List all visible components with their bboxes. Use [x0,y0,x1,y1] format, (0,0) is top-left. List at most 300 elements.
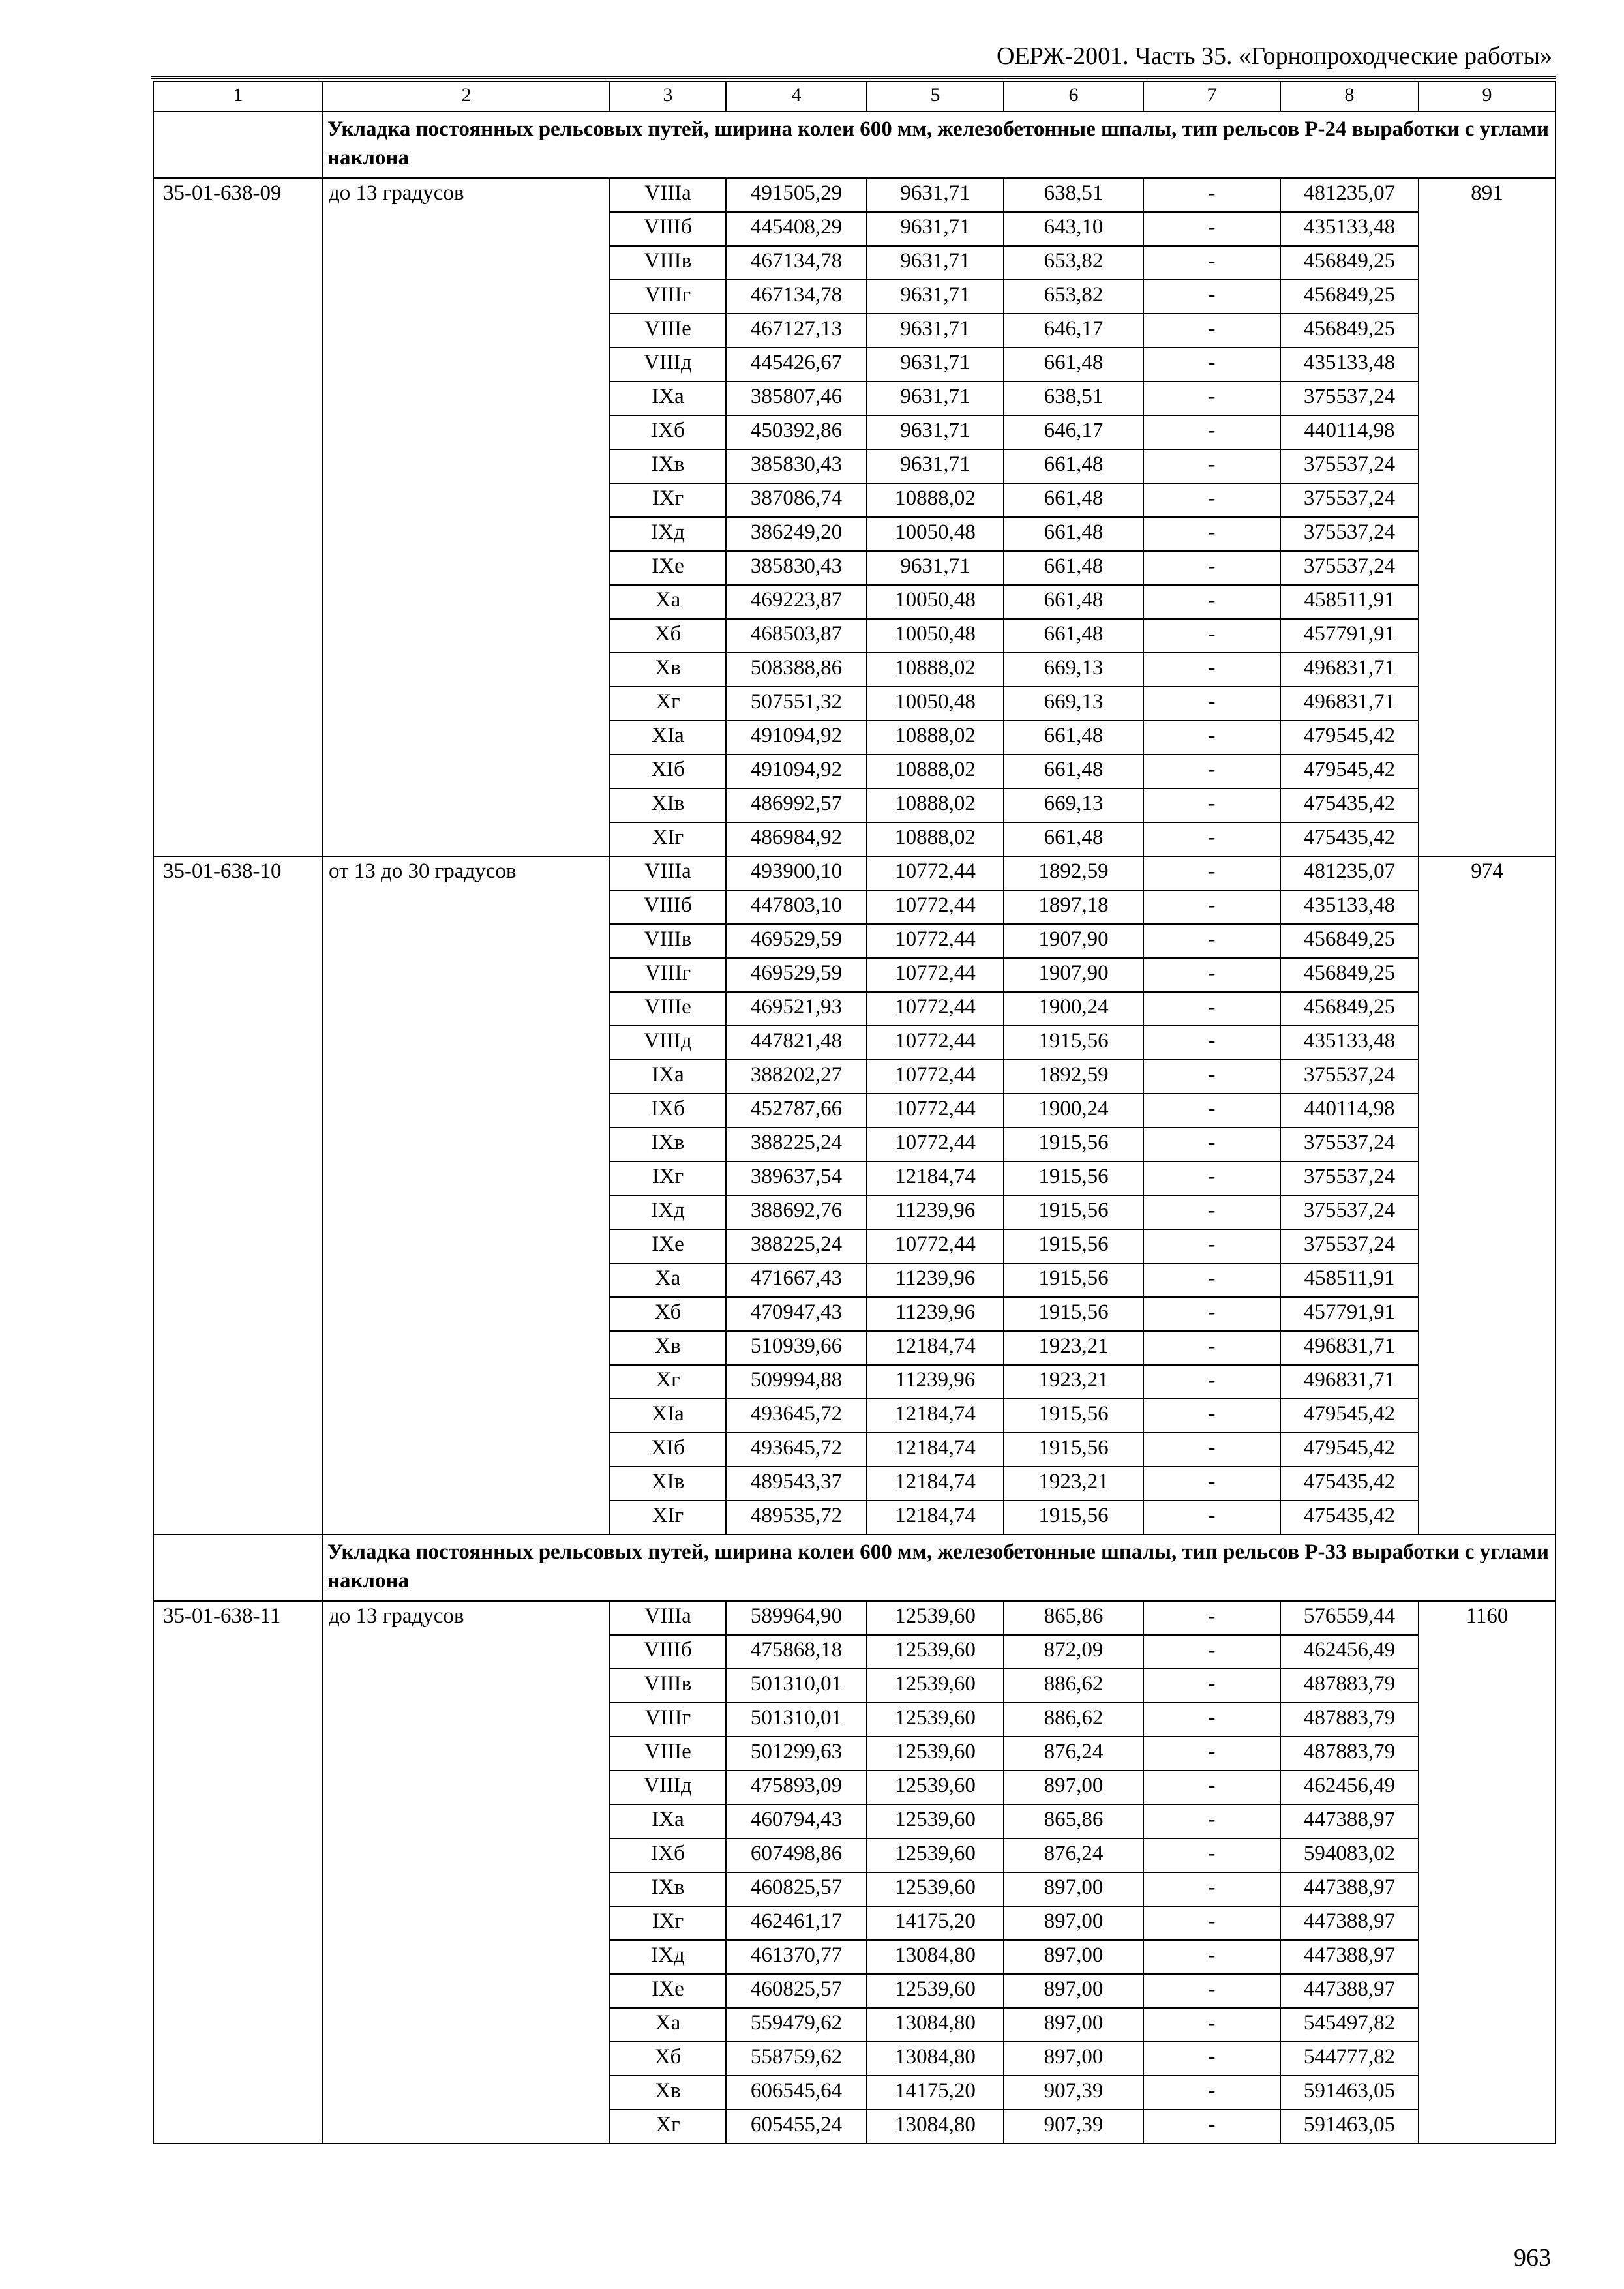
table-cell: 9631,71 [867,348,1004,382]
table-cell: - [1143,1433,1280,1467]
table-cell: 375537,24 [1280,1060,1419,1094]
table-cell: 387086,74 [726,483,867,517]
table-cell: - [1143,1094,1280,1128]
table-cell: 458511,91 [1280,1263,1419,1297]
table-cell: 12184,74 [867,1467,1004,1501]
table-cell: VIIIб [610,212,726,246]
table-cell: 12184,74 [867,1501,1004,1534]
table-cell: 435133,48 [1280,348,1419,382]
table-cell: VIIIг [610,1703,726,1737]
table-cell: 10772,44 [867,1026,1004,1060]
table-cell: - [1143,1263,1280,1297]
table-cell: 9631,71 [867,280,1004,314]
table-cell: 450392,86 [726,415,867,449]
table-cell: 11239,96 [867,1297,1004,1331]
table-cell: Xв [610,1331,726,1365]
table-cell: - [1143,1060,1280,1094]
table-cell: - [1143,1195,1280,1229]
table-cell: 865,86 [1004,1601,1143,1635]
table-cell: 669,13 [1004,687,1143,721]
table-cell: 9631,71 [867,551,1004,585]
rate-description: до 13 градусов [323,1601,610,2144]
table-cell: 10888,02 [867,721,1004,755]
table-cell: 607498,86 [726,1838,867,1872]
table-cell: 510939,66 [726,1331,867,1365]
table-cell: 9631,71 [867,212,1004,246]
table-cell: - [1143,2076,1280,2110]
table-cell: - [1143,924,1280,958]
table-cell: 375537,24 [1280,551,1419,585]
table-cell: VIIIа [610,856,726,890]
table-cell: 1915,56 [1004,1161,1143,1195]
table-cell: XIв [610,1467,726,1501]
table-cell: 462456,49 [1280,1771,1419,1804]
table-cell: - [1143,1838,1280,1872]
table-cell: 1907,90 [1004,924,1143,958]
table-cell: IXг [610,1906,726,1940]
table-cell: 10772,44 [867,1229,1004,1263]
table-row [153,856,1556,890]
table-cell: Xв [610,653,726,687]
rate-code: 35-01-638-09 [153,178,323,856]
table-cell: 1915,56 [1004,1128,1143,1161]
table-cell: 643,10 [1004,212,1143,246]
table-cell: 12539,60 [867,1771,1004,1804]
table-cell: 11239,96 [867,1365,1004,1399]
table-cell: IXг [610,483,726,517]
table-cell: - [1143,755,1280,788]
table-cell: 456849,25 [1280,246,1419,280]
column-9-value: 891 [1419,178,1556,856]
table-cell: 886,62 [1004,1669,1143,1703]
table-cell: - [1143,822,1280,856]
table-cell: 462461,17 [726,1906,867,1940]
table-cell: 447388,97 [1280,1906,1419,1940]
table-cell: 591463,05 [1280,2110,1419,2144]
column-number: 2 [323,82,610,112]
table-cell: 457791,91 [1280,1297,1419,1331]
table-cell: 653,82 [1004,280,1143,314]
table-cell: 460825,57 [726,1974,867,2008]
table-cell: 467134,78 [726,246,867,280]
table-cell: - [1143,280,1280,314]
table-cell: 876,24 [1004,1737,1143,1771]
table-cell: XIб [610,1433,726,1467]
table-cell: 897,00 [1004,2042,1143,2076]
table-cell: 456849,25 [1280,924,1419,958]
table-cell: VIIIб [610,890,726,924]
table-cell: 496831,71 [1280,687,1419,721]
table-cell: 12184,74 [867,1433,1004,1467]
table-cell: 11239,96 [867,1263,1004,1297]
table-cell: IXе [610,551,726,585]
table-cell: 669,13 [1004,653,1143,687]
table-cell: 1900,24 [1004,1094,1143,1128]
table-cell: 447388,97 [1280,1804,1419,1838]
section-spacer [153,112,323,178]
table-cell: 1897,18 [1004,890,1143,924]
table-cell: VIIIв [610,1669,726,1703]
running-header [151,39,1556,79]
table-cell: 375537,24 [1280,1161,1419,1195]
table-cell: - [1143,348,1280,382]
table-cell: Xв [610,2076,726,2110]
table-cell: VIIIг [610,280,726,314]
table-cell: 475893,09 [726,1771,867,1804]
table-cell: 865,86 [1004,1804,1143,1838]
table-cell: 468503,87 [726,619,867,653]
table-cell: - [1143,788,1280,822]
table-cell: 12539,60 [867,1872,1004,1906]
table-cell: 487883,79 [1280,1737,1419,1771]
table-cell: 12539,60 [867,1601,1004,1635]
table-cell: VIIIб [610,1635,726,1669]
table-cell: - [1143,382,1280,415]
table-cell: 876,24 [1004,1838,1143,1872]
table-cell: IXд [610,517,726,551]
table-cell: Xа [610,1263,726,1297]
table-cell: 1915,56 [1004,1297,1143,1331]
table-cell: VIIIа [610,1601,726,1635]
table-cell: IXв [610,449,726,483]
table-cell: - [1143,551,1280,585]
table-cell: 591463,05 [1280,2076,1419,2110]
table-cell: 440114,98 [1280,415,1419,449]
table-cell: 661,48 [1004,585,1143,619]
table-cell: Xг [610,2110,726,2144]
table-cell: - [1143,856,1280,890]
table-cell: 469223,87 [726,585,867,619]
table-cell: 491094,92 [726,721,867,755]
table-cell: 469529,59 [726,958,867,992]
table-cell: 558759,62 [726,2042,867,2076]
table-cell: - [1143,958,1280,992]
table-cell: - [1143,890,1280,924]
table-cell: XIа [610,1399,726,1433]
table-cell: 388202,27 [726,1060,867,1094]
column-number: 8 [1280,82,1419,112]
table-cell: Xг [610,687,726,721]
table-cell: 10772,44 [867,856,1004,890]
table-cell: - [1143,1128,1280,1161]
table-cell: IXб [610,1094,726,1128]
table-cell: 1892,59 [1004,856,1143,890]
table-cell: VIIIе [610,314,726,348]
table-cell: 375537,24 [1280,483,1419,517]
table-cell: 9631,71 [867,382,1004,415]
table-cell: 886,62 [1004,1703,1143,1737]
column-number: 3 [610,82,726,112]
table-cell: 594083,02 [1280,1838,1419,1872]
table-cell: 479545,42 [1280,1433,1419,1467]
table-cell: 589964,90 [726,1601,867,1635]
table-cell: 9631,71 [867,246,1004,280]
table-cell: 661,48 [1004,517,1143,551]
table-cell: 1900,24 [1004,992,1143,1026]
table-cell: 445408,29 [726,212,867,246]
table-cell: IXг [610,1161,726,1195]
table-cell: 646,17 [1004,314,1143,348]
table-cell: - [1143,415,1280,449]
table-cell: 1915,56 [1004,1263,1143,1297]
rate-description: до 13 градусов [323,178,610,856]
table-cell: 385830,43 [726,551,867,585]
table-cell: - [1143,1771,1280,1804]
table-cell: XIг [610,1501,726,1534]
table-cell: 493645,72 [726,1433,867,1467]
table-cell: 669,13 [1004,788,1143,822]
table-cell: 388692,76 [726,1195,867,1229]
table-cell: 12539,60 [867,1838,1004,1872]
table-cell: - [1143,1940,1280,1974]
header-title: ОЕРЖ-2001. Часть 35. «Горнопроходческие работы» [997,42,1552,70]
table-cell: - [1143,1161,1280,1195]
section-header-row [153,1534,1556,1601]
table-cell: - [1143,619,1280,653]
table-cell: 375537,24 [1280,1195,1419,1229]
table-cell: 489543,37 [726,1467,867,1501]
table-cell: - [1143,1467,1280,1501]
table-cell: 13084,80 [867,2008,1004,2042]
table-cell: 456849,25 [1280,280,1419,314]
table-cell: 501299,63 [726,1737,867,1771]
table-cell: 897,00 [1004,1771,1143,1804]
table-cell: 501310,01 [726,1703,867,1737]
table-cell: - [1143,1804,1280,1838]
table-cell: - [1143,1365,1280,1399]
table-cell: - [1143,992,1280,1026]
table-cell: Xб [610,619,726,653]
table-cell: - [1143,314,1280,348]
table-cell: 440114,98 [1280,1094,1419,1128]
table-cell: 385830,43 [726,449,867,483]
table-cell: 11239,96 [867,1195,1004,1229]
table-cell: 489535,72 [726,1501,867,1534]
table-cell: XIв [610,788,726,822]
table-cell: 1923,21 [1004,1467,1143,1501]
table-cell: 507551,32 [726,687,867,721]
table-cell: VIIIв [610,924,726,958]
table-cell: 12539,60 [867,1669,1004,1703]
table-cell: 10772,44 [867,1128,1004,1161]
table-cell: 12539,60 [867,1703,1004,1737]
table-cell: - [1143,1669,1280,1703]
table-cell: - [1143,653,1280,687]
rate-description: от 13 до 30 градусов [323,856,610,1534]
table-cell: IXб [610,1838,726,1872]
table-cell: IXд [610,1940,726,1974]
table-cell: 10888,02 [867,653,1004,687]
table-cell: VIIIг [610,958,726,992]
table-cell: 10772,44 [867,1094,1004,1128]
table-cell: 897,00 [1004,1940,1143,1974]
table-cell: 458511,91 [1280,585,1419,619]
table-cell: 10888,02 [867,483,1004,517]
table-cell: 486984,92 [726,822,867,856]
rate-code: 35-01-638-11 [153,1601,323,2144]
table-cell: - [1143,1974,1280,2008]
table-cell: 1915,56 [1004,1501,1143,1534]
table-cell: 638,51 [1004,178,1143,212]
table-cell: 907,39 [1004,2110,1143,2144]
table-cell: - [1143,1601,1280,1635]
section-title: Укладка постоянных рельсовых путей, ширина колеи 600 мм, железобетонные шпалы, тип рельсов Р-33 выработки с углами наклона [323,1534,1556,1601]
table-cell: 9631,71 [867,314,1004,348]
table-cell: 456849,25 [1280,314,1419,348]
table-cell: 872,09 [1004,1635,1143,1669]
table-cell: 661,48 [1004,483,1143,517]
table-cell: - [1143,1906,1280,1940]
column-number: 5 [867,82,1004,112]
table-cell: - [1143,2042,1280,2076]
rate-code: 35-01-638-10 [153,856,323,1534]
table-cell: 10888,02 [867,755,1004,788]
table-cell: 661,48 [1004,721,1143,755]
table-cell: IXе [610,1974,726,2008]
table-cell: 479545,42 [1280,1399,1419,1433]
table-cell: 576559,44 [1280,1601,1419,1635]
table-cell: 388225,24 [726,1128,867,1161]
table-cell: 10050,48 [867,687,1004,721]
table-cell: 1915,56 [1004,1195,1143,1229]
table-cell: - [1143,2008,1280,2042]
table-cell: 9631,71 [867,415,1004,449]
table-cell: - [1143,212,1280,246]
table-cell: 470947,43 [726,1297,867,1331]
table-cell: 897,00 [1004,2008,1143,2042]
table-cell: 469521,93 [726,992,867,1026]
table-cell: 460794,43 [726,1804,867,1838]
table-cell: VIIIе [610,992,726,1026]
table-cell: 456849,25 [1280,958,1419,992]
table-cell: 385807,46 [726,382,867,415]
table-cell: - [1143,1635,1280,1669]
table-cell: 386249,20 [726,517,867,551]
table-cell: 375537,24 [1280,517,1419,551]
table-cell: 9631,71 [867,178,1004,212]
table-cell: 467134,78 [726,280,867,314]
table-cell: 501310,01 [726,1669,867,1703]
table-cell: 493900,10 [726,856,867,890]
rates-table [153,81,1556,2144]
table-cell: 606545,64 [726,2076,867,2110]
table-cell: 653,82 [1004,246,1143,280]
table-cell: 509994,88 [726,1365,867,1399]
table-cell: - [1143,2110,1280,2144]
column-number: 1 [153,82,323,112]
table-cell: 481235,07 [1280,856,1419,890]
table-cell: 12539,60 [867,1737,1004,1771]
table-cell: 661,48 [1004,822,1143,856]
table-cell: 388225,24 [726,1229,867,1263]
table-cell: 1923,21 [1004,1331,1143,1365]
table-cell: VIIIв [610,246,726,280]
table-cell: 897,00 [1004,1872,1143,1906]
table-cell: IXа [610,382,726,415]
table-cell: 486992,57 [726,788,867,822]
table-cell: - [1143,246,1280,280]
table-cell: VIIIд [610,348,726,382]
table-cell: 13084,80 [867,2042,1004,2076]
table-cell: 1915,56 [1004,1433,1143,1467]
table-cell: - [1143,687,1280,721]
table-cell: - [1143,1399,1280,1433]
table-cell: 496831,71 [1280,1365,1419,1399]
table-cell: - [1143,585,1280,619]
table-cell: - [1143,1297,1280,1331]
table-cell: 12539,60 [867,1804,1004,1838]
table-cell: 481235,07 [1280,178,1419,212]
table-cell: 452787,66 [726,1094,867,1128]
table-cell: - [1143,483,1280,517]
table-cell: XIг [610,822,726,856]
table-cell: 13084,80 [867,2110,1004,2144]
table-cell: 12539,60 [867,1635,1004,1669]
table-cell: 10772,44 [867,992,1004,1026]
table-body [153,82,1556,2144]
table-cell: 491505,29 [726,178,867,212]
table-cell: 12539,60 [867,1974,1004,2008]
table-cell: 475435,42 [1280,1501,1419,1534]
table-cell: 10772,44 [867,958,1004,992]
table-cell: 496831,71 [1280,1331,1419,1365]
table-cell: 475435,42 [1280,822,1419,856]
table-cell: - [1143,1501,1280,1534]
table-cell: 460825,57 [726,1872,867,1906]
table-cell: - [1143,517,1280,551]
table-cell: 661,48 [1004,551,1143,585]
table-cell: 605455,24 [726,2110,867,2144]
table-cell: 646,17 [1004,415,1143,449]
table-cell: - [1143,1331,1280,1365]
table-cell: 445426,67 [726,348,867,382]
table-cell: 10772,44 [867,1060,1004,1094]
table-cell: VIIIе [610,1737,726,1771]
table-cell: 897,00 [1004,1974,1143,2008]
table-cell: 10050,48 [867,585,1004,619]
table-cell: IXв [610,1128,726,1161]
table-cell: 1892,59 [1004,1060,1143,1094]
table-cell: 375537,24 [1280,1128,1419,1161]
table-cell: - [1143,1229,1280,1263]
table-cell: 435133,48 [1280,890,1419,924]
table-cell: 897,00 [1004,1906,1143,1940]
table-cell: 447388,97 [1280,1872,1419,1906]
column-9-value: 974 [1419,856,1556,1534]
table-cell: 12184,74 [867,1331,1004,1365]
table-cell: 544777,82 [1280,2042,1419,2076]
table-cell: 487883,79 [1280,1669,1419,1703]
table-cell: 496831,71 [1280,653,1419,687]
table-cell: 1923,21 [1004,1365,1143,1399]
table-cell: 10050,48 [867,619,1004,653]
table-cell: IXв [610,1872,726,1906]
table-cell: - [1143,1703,1280,1737]
table-cell: 1915,56 [1004,1399,1143,1433]
table-cell: 375537,24 [1280,382,1419,415]
table-cell: 10050,48 [867,517,1004,551]
column-number: 4 [726,82,867,112]
table-cell: XIб [610,755,726,788]
table-cell: 475435,42 [1280,788,1419,822]
table-cell: IXб [610,415,726,449]
table-cell: VIIIд [610,1026,726,1060]
column-number: 7 [1143,82,1280,112]
column-number: 9 [1419,82,1556,112]
table-cell: 447821,48 [726,1026,867,1060]
table-cell: - [1143,178,1280,212]
table-cell: 1907,90 [1004,958,1143,992]
